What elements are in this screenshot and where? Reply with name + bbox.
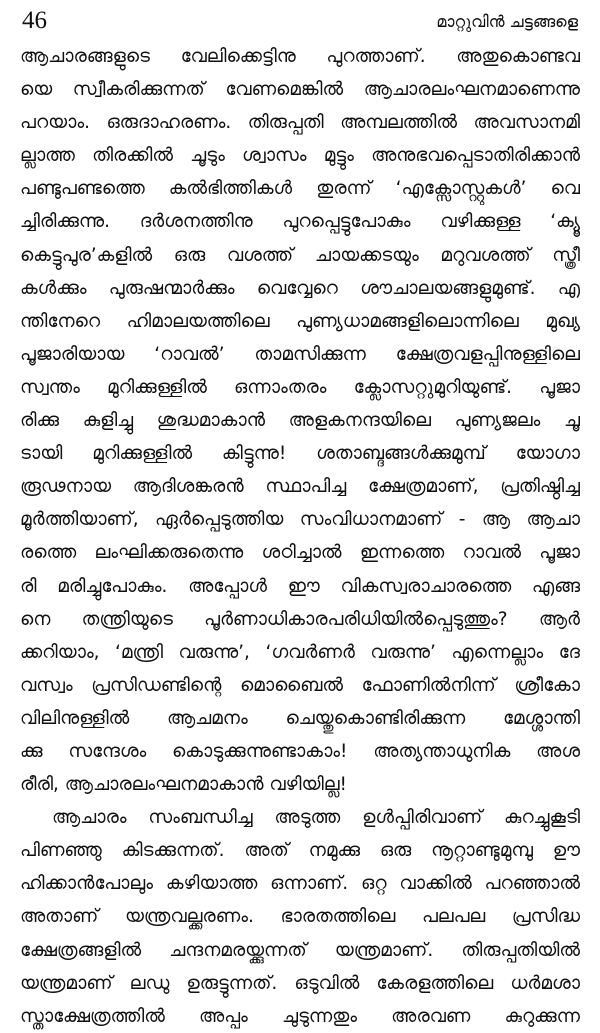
text-line: രിക്കു കുളിച്ചു ശുദ്ധമാകാൻ അളകനന്ദയിലെ പുണ്യജലം ചൂ — [20, 410, 580, 432]
text-line: അതാണ് യന്ത്രവല്ക്കരണം. ഭാരതത്തിലെ പലപല പ്രസിദ്ധ — [20, 906, 580, 928]
text-line: രൂഢനായ ആദിശങ്കരൻ സ്ഥാപിച്ച ക്ഷേത്രമാണ്, പ്രതിഷ്ഠിച്ച — [20, 476, 580, 498]
text-line: പൂജാരിയായ ‘റാവൽ’ താമസിക്കുന്ന ക്ഷേത്രവളപ്പിനുള്ളിലെ — [20, 343, 580, 365]
text-line: പണ്ടുപണ്ടത്തെ കൽഭിത്തികൾ തുരന്ന് ‘എക്സോസ്റ്റുകൾ’ വെ — [20, 178, 580, 200]
text-line: പറയാം. ഒരുദാഹരണം. തിരുപ്പതി അമ്പലത്തിൽ അവസാനമി — [20, 112, 580, 134]
text-line: രത്തെ ലംഘിക്കരുതെന്നു ശഠിച്ചാൽ ഇന്നത്തെ റാവൽ പൂജാ — [20, 542, 580, 564]
text-line: ല്ലാത്ത തിരക്കിൽ ചൂടും ശ്വാസം മുട്ടും അനുഭവപ്പെടാതിരിക്കാൻ — [20, 145, 580, 167]
text-line: ആചാരങ്ങളുടെ വേലിക്കെട്ടിനു പുറത്താണ്. അതുകൊണ്ടവ — [20, 46, 580, 67]
paragraph-first-line: ആചാരം സംബന്ധിച്ച അടുത്ത ഉൾപ്പിരിവാണ് കുറച്ചുകൂടി — [52, 807, 580, 829]
text-line: മൂർത്തിയാണ്, ഏർപ്പെടുത്തിയ സംവിധാനമാണ് - ആ ആചാ — [20, 509, 580, 531]
text-line: ന്തിനേറെ ഹിമാലയത്തിലെ പുണ്യധാമങ്ങളിലൊന്നിലെ മുഖ്യ — [20, 310, 580, 332]
text-line: ക്ഷേത്രങ്ങളിൽ ചന്ദനമരയ്ക്കുന്നത് യന്ത്രമാണ്. തിരുപ്പതിയിൽ — [20, 939, 580, 961]
text-line: യെ സ്വീകരിക്കുന്നത് വേണമെങ്കിൽ ആചാരലംഘനമാണെന്നു — [20, 79, 580, 101]
text-line: പിണഞ്ഞു കിടക്കുന്നത്. അത് നമുക്കു ഒരു നൂറ്റാണ്ടുമുമ്പു ഊ — [20, 840, 580, 862]
page-number: 46 — [22, 7, 47, 34]
text-line: ക്കറിയാം, ‘മന്ത്രി വരുന്നു’, ‘ഗവർണർ വരുന്നു’ എന്നെല്ലാം ദേ — [20, 641, 580, 663]
text-line: ഹിക്കാൻപോലും കഴിയാത്ത ഒന്നാണ്. ഒറ്റ വാക്കിൽ പറഞ്ഞാൽ — [20, 873, 580, 895]
text-line: വസ്വം പ്രസിഡണ്ടിന്റെ മൊബൈൽ ഫോണിൽനിന്ന് ശ്രീകോ — [20, 674, 580, 696]
text-line: കെട്ടുപുര’കളിൽ ഒരു വശത്ത് ചായക്കടയും മറുവശത്ത് സ്ത്രീ — [20, 244, 580, 266]
text-line: സ്താക്ഷേത്രത്തിൽ അപ്പം ചുടുന്നതും അരവണ കുറുക്കുന്ന — [20, 1005, 580, 1027]
text-line: വിലിനുള്ളിൽ ആചമനം ചെയ്തുകൊണ്ടിരിക്കുന്ന മേശ്ശാന്തി — [20, 707, 580, 729]
page-header — [22, 6, 578, 36]
paragraph-last-line: രീരി, ആചാരലംഘനമാകാൻ വഴിയില്ല! — [20, 774, 347, 796]
text-line: യന്ത്രമാണ് ലഡു ഉരുട്ടുന്നത്. ഒടുവിൽ കേരളത്തിലെ ധർമശാ — [20, 972, 580, 994]
body-text — [20, 40, 580, 1033]
text-line: നെ തന്ത്രിയുടെ പൂർണാധികാരപരിധിയിൽപ്പെടുത്തും? ആർ — [20, 608, 580, 630]
text-line: സ്വന്തം മുറിക്കുള്ളിൽ ഒന്നാംതരം ക്ലോസറ്റുമുറിയുണ്ട്. പൂജാ — [20, 376, 580, 398]
text-line: കൾക്കും പുരുഷന്മാർക്കും വെവ്വേറെ ശൗചാലയങ്ങളുമുണ്ട്. എ — [20, 277, 580, 299]
text-line: ടായി മുറിക്കുള്ളിൽ കിട്ടുന്നു! ശതാബ്ദങ്ങൾക്കുമുമ്പ് യോഗാ — [20, 443, 580, 465]
text-line: ച്ചിരിക്കുന്നു. ദർശനത്തിനു പുറപ്പെട്ടുപോകും വഴിക്കുള്ള ‘ക്യൂ — [20, 211, 580, 233]
text-line: ക്കു സന്ദേശം കൊടുക്കുന്നുണ്ടാകാം! അത്യന്താധുനിക അശ — [20, 740, 580, 762]
running-title: മാറ്റുവിൻ ചട്ടങ്ങളെ — [436, 12, 578, 31]
text-line: രി മരിച്ചുപോകും. അപ്പോൾ ഈ വികസ്വരാചാരത്തെ എങ്ങ — [20, 575, 580, 597]
